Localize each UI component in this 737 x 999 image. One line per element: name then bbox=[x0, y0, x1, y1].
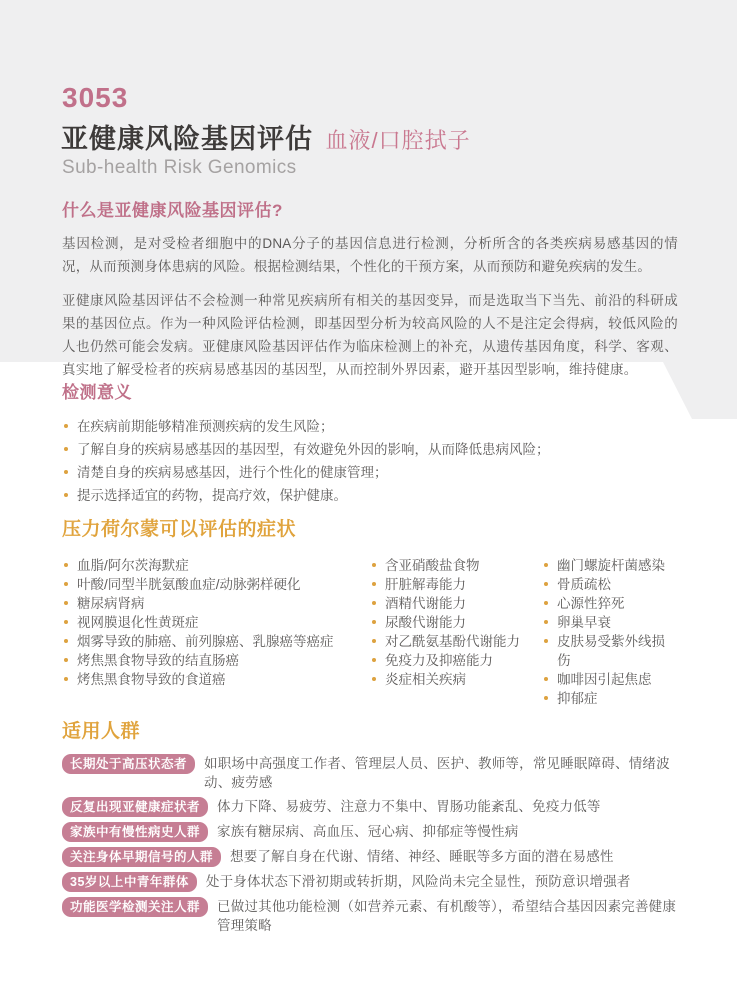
list-item-text: 提示选择适宜的药物，提高疗效，保护健康。 bbox=[77, 488, 347, 503]
list-item bbox=[62, 613, 370, 632]
section-intro bbox=[62, 196, 678, 381]
audience-rows bbox=[62, 754, 678, 935]
symptoms-columns bbox=[62, 556, 678, 708]
audience-row bbox=[62, 897, 678, 935]
bullet-icon bbox=[64, 582, 68, 586]
list-item-text: 糖尿病肾病 bbox=[77, 596, 145, 611]
section-audience bbox=[62, 716, 678, 940]
section-audience-heading: 适用人群 bbox=[62, 721, 141, 742]
list-item bbox=[62, 670, 370, 689]
bullet-icon bbox=[64, 470, 68, 474]
bullet-icon bbox=[372, 620, 376, 624]
list-item bbox=[370, 575, 542, 594]
list-item-text: 骨质疏松 bbox=[557, 577, 611, 592]
bullet-icon bbox=[64, 601, 68, 605]
bullet-icon bbox=[64, 639, 68, 643]
list-item-text: 血脂/阿尔茨海默症 bbox=[77, 558, 189, 573]
bullet-icon bbox=[372, 658, 376, 662]
list-item-text: 尿酸代谢能力 bbox=[385, 615, 466, 630]
list-item-text: 抑郁症 bbox=[557, 691, 598, 706]
list-item bbox=[542, 594, 678, 613]
intro-paragraph-1: 基因检测，是对受检者细胞中的DNA分子的基因信息进行检测，分析所含的各类疾病易感基因的情况，从而预测身体患病的风险。根据检测结果，个性化的干预方案，从而预防和避免疾病的发生。 bbox=[62, 236, 678, 274]
list-item-text: 酒精代谢能力 bbox=[385, 596, 466, 611]
list-item bbox=[62, 461, 678, 484]
list-item bbox=[62, 484, 678, 507]
list-item-text: 清楚自身的疾病易感基因，进行个性化的健康管理； bbox=[77, 465, 388, 480]
symptoms-column-1 bbox=[62, 556, 370, 708]
bullet-icon bbox=[372, 582, 376, 586]
bullet-icon bbox=[544, 601, 548, 605]
page-subtitle-en: Sub-health Risk Genomics bbox=[62, 157, 297, 178]
audience-badge: 35岁以上中青年群体 bbox=[62, 872, 197, 892]
list-item-text: 幽门螺旋杆菌感染 bbox=[557, 558, 665, 573]
symptoms-column-2 bbox=[370, 556, 542, 708]
page-title bbox=[61, 117, 471, 156]
audience-description: 已做过其他功能检测（如营养元素、有机酸等），希望结合基因因素完善健康管理策略 bbox=[217, 899, 677, 933]
bullet-icon bbox=[372, 639, 376, 643]
bullet-icon bbox=[64, 447, 68, 451]
list-item bbox=[370, 594, 542, 613]
list-item-text: 烤焦黑食物导致的食道癌 bbox=[77, 672, 226, 687]
list-item-text: 心源性猝死 bbox=[557, 596, 625, 611]
list-item-text: 视网膜退化性黄斑症 bbox=[77, 615, 199, 630]
list-item-text: 含亚硝酸盐食物 bbox=[385, 558, 480, 573]
audience-row bbox=[62, 822, 678, 842]
section-significance-heading: 检测意义 bbox=[62, 383, 132, 402]
intro-paragraph-2: 亚健康风险基因评估不会检测一种常见疾病所有相关的基因变异，而是选取当下当先、前沿的科研成果的基因位点。作为一种风险评估检测，即基因型分析为较高风险的人不是注定会得病，较低风险的人也仍然可能会发病。亚健康风险基因评估作为临床检测上的补充，从遗传基因角度，科学、客观、真实地了解受检者的疾病易感基因的基因型，从而控制外界因素，避开基因型影响，维持健康。 bbox=[62, 293, 678, 377]
audience-badge: 家族中有慢性病史人群 bbox=[62, 822, 208, 842]
bullet-icon bbox=[544, 620, 548, 624]
section-significance bbox=[62, 378, 678, 507]
section-symptoms-heading: 压力荷尔蒙可以评估的症状 bbox=[62, 519, 297, 540]
list-item-text: 叶酸/同型半胱氨酸血症/动脉粥样硬化 bbox=[77, 577, 301, 592]
list-item bbox=[542, 689, 678, 708]
audience-row bbox=[62, 797, 678, 817]
audience-badge: 反复出现亚健康症状者 bbox=[62, 797, 208, 817]
bullet-icon bbox=[372, 601, 376, 605]
bullet-icon bbox=[64, 658, 68, 662]
section-intro-heading: 什么是亚健康风险基因评估? bbox=[62, 201, 283, 220]
list-item-text: 烤焦黑食物导致的结直肠癌 bbox=[77, 653, 239, 668]
list-item bbox=[542, 632, 678, 670]
list-item-text: 烟雾导致的肺癌、前列腺癌、乳腺癌等癌症 bbox=[77, 634, 334, 649]
list-item-text: 了解自身的疾病易感基因的基因型，有效避免外因的影响，从而降低患病风险； bbox=[77, 442, 550, 457]
symptoms-list-1 bbox=[62, 556, 370, 689]
list-item bbox=[542, 613, 678, 632]
audience-description: 如职场中高强度工作者、管理层人员、医护、教师等，常见睡眠障碍、情绪波动、疲劳感 bbox=[204, 756, 670, 790]
audience-row bbox=[62, 754, 678, 792]
audience-description: 想要了解自身在代谢、情绪、神经、睡眠等多方面的潜在易感性 bbox=[230, 849, 614, 864]
bullet-icon bbox=[64, 677, 68, 681]
list-item-text: 皮肤易受紫外线损伤 bbox=[557, 634, 665, 668]
audience-description: 处于身体状态下滑初期或转折期，风险尚未完全显性，预防意识增强者 bbox=[205, 874, 631, 889]
sample-type-tag: 血液/口腔拭子 bbox=[325, 128, 471, 153]
audience-badge: 长期处于高压状态者 bbox=[62, 754, 195, 774]
list-item-text: 卵巢早衰 bbox=[557, 615, 611, 630]
list-item-text: 对乙酰氨基酚代谢能力 bbox=[385, 634, 520, 649]
audience-description: 家族有糖尿病、高血压、冠心病、抑郁症等慢性病 bbox=[217, 824, 519, 839]
bullet-icon bbox=[64, 620, 68, 624]
symptoms-column-3 bbox=[542, 556, 678, 708]
bullet-icon bbox=[64, 563, 68, 567]
list-item bbox=[62, 632, 370, 651]
list-item bbox=[62, 594, 370, 613]
list-item bbox=[62, 651, 370, 670]
list-item bbox=[542, 670, 678, 689]
bullet-icon bbox=[544, 639, 548, 643]
bullet-icon bbox=[64, 493, 68, 497]
list-item-text: 炎症相关疾病 bbox=[385, 672, 466, 687]
list-item bbox=[62, 575, 370, 594]
significance-list bbox=[62, 415, 678, 507]
bullet-icon bbox=[544, 563, 548, 567]
audience-badge: 功能医学检测关注人群 bbox=[62, 897, 208, 917]
audience-row bbox=[62, 872, 678, 892]
list-item bbox=[370, 556, 542, 575]
bullet-icon bbox=[544, 582, 548, 586]
audience-description: 体力下降、易疲劳、注意力不集中、胃肠功能紊乱、免疫力低等 bbox=[217, 799, 601, 814]
symptoms-list-2 bbox=[370, 556, 542, 689]
list-item bbox=[542, 575, 678, 594]
symptoms-list-3 bbox=[542, 556, 678, 708]
list-item bbox=[62, 415, 678, 438]
list-item bbox=[370, 651, 542, 670]
bullet-icon bbox=[372, 563, 376, 567]
list-item bbox=[62, 438, 678, 461]
audience-row bbox=[62, 847, 678, 867]
list-item bbox=[370, 613, 542, 632]
product-code: 3053 bbox=[62, 82, 129, 113]
page-title-cn: 亚健康风险基因评估 bbox=[61, 124, 313, 154]
bullet-icon bbox=[544, 696, 548, 700]
bullet-icon bbox=[64, 424, 68, 428]
list-item bbox=[370, 632, 542, 651]
list-item bbox=[542, 556, 678, 575]
bullet-icon bbox=[544, 677, 548, 681]
list-item bbox=[62, 556, 370, 575]
list-item-text: 在疾病前期能够精准预测疾病的发生风险； bbox=[77, 419, 334, 434]
list-item bbox=[370, 670, 542, 689]
list-item-text: 咖啡因引起焦虑 bbox=[557, 672, 652, 687]
section-symptoms bbox=[62, 514, 678, 708]
bullet-icon bbox=[372, 677, 376, 681]
list-item-text: 肝脏解毒能力 bbox=[385, 577, 466, 592]
list-item-text: 免疫力及抑癌能力 bbox=[385, 653, 493, 668]
audience-badge: 关注身体早期信号的人群 bbox=[62, 847, 221, 867]
